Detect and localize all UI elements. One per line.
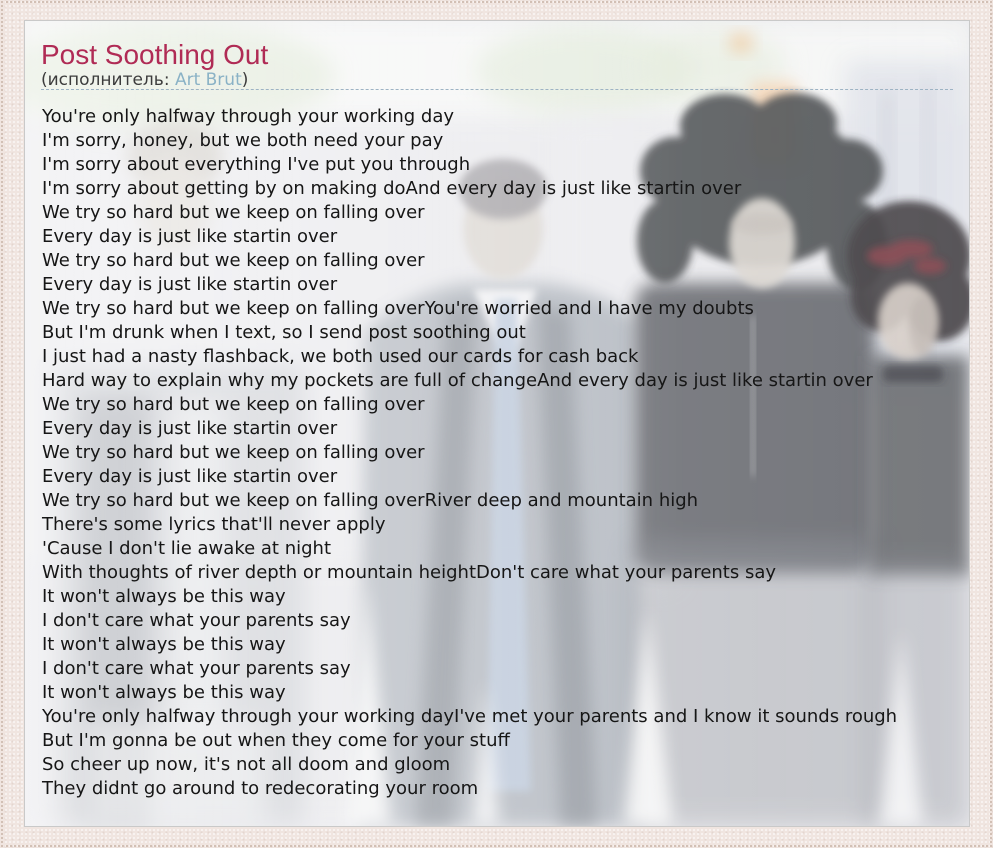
lyrics-line: Every day is just like startin over — [42, 418, 338, 439]
artist-link[interactable]: Art Brut — [174, 70, 242, 90]
lyrics-line: I'm sorry about everything I've put you through — [42, 154, 471, 175]
lyrics-line: I don't care what your parents say — [42, 658, 351, 679]
lyrics-line: It won't always be this way — [42, 586, 286, 607]
lyrics-line: So cheer up now, it's not all doom and gloom — [42, 754, 451, 775]
lyrics-line: Hard way to explain why my pockets are full of changeAnd every day is just like startin over — [42, 370, 873, 391]
lyrics-text — [42, 105, 965, 801]
artist-label-close: ) — [241, 70, 249, 90]
lyrics-line: You're only halfway through your working day — [42, 106, 455, 127]
lyrics-line: We try so hard but we keep on falling over — [42, 394, 425, 415]
lyrics-card — [24, 20, 970, 827]
lyrics-line: We try so hard but we keep on falling over — [42, 250, 425, 271]
lyrics-line: We try so hard but we keep on falling overRiver deep and mountain high — [42, 490, 699, 511]
lyrics-line: But I'm gonna be out when they come for your stuff — [42, 730, 510, 751]
lyrics-line: With thoughts of river depth or mountain heightDon't care what your parents say — [42, 562, 777, 583]
lyrics-line: 'Cause I don't lie awake at night — [42, 538, 332, 559]
lyrics-line: We try so hard but we keep on falling overYou're worried and I have my doubts — [42, 298, 754, 319]
lyrics-line: I'm sorry, honey, but we both need your pay — [42, 130, 444, 151]
artist-label: (исполнитель: — [41, 70, 175, 90]
lyrics-line: Every day is just like startin over — [42, 274, 338, 295]
lyrics-line: We try so hard but we keep on falling over — [42, 442, 425, 463]
lyrics-line: You're only halfway through your working dayI've met your parents and I know it sounds rough — [42, 706, 898, 727]
lyrics-line: It won't always be this way — [42, 634, 286, 655]
lyrics-line: It won't always be this way — [42, 682, 286, 703]
artist-line — [41, 70, 248, 90]
song-title: Post Soothing Out — [41, 39, 269, 70]
lyrics-line: I'm sorry about getting by on making doAnd every day is just like startin over — [42, 178, 742, 199]
lyrics-line: I just had a nasty flashback, we both used our cards for cash back — [42, 346, 639, 367]
lyrics-line: But I'm drunk when I text, so I send post soothing out — [42, 322, 526, 343]
lyrics-line: We try so hard but we keep on falling over — [42, 202, 425, 223]
lyrics-line: They didnt go around to redecorating your room — [42, 778, 479, 799]
lyrics-line: Every day is just like startin over — [42, 466, 338, 487]
dotted-separator — [41, 89, 953, 90]
lyrics-line: Every day is just like startin over — [42, 226, 338, 247]
lyrics-line: There's some lyrics that'll never apply — [42, 514, 386, 535]
lyrics-line: I don't care what your parents say — [42, 610, 351, 631]
